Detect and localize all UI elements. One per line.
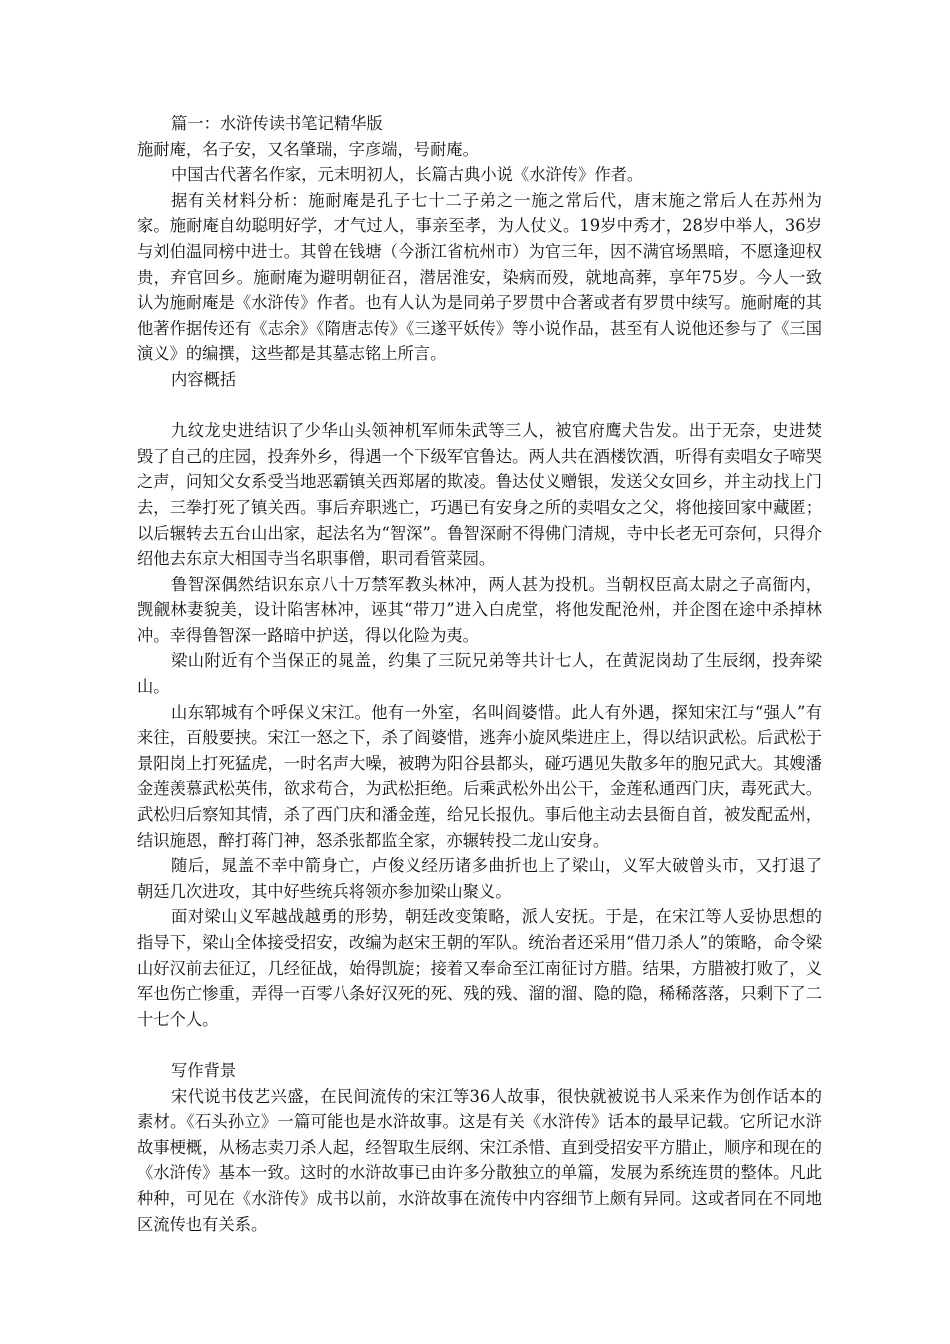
intro-paragraph: 施耐庵，名子安，又名肇瑞，字彦端，号耐庵。 — [137, 139, 479, 159]
summary-paragraph: 随后，晁盖不幸中箭身亡，卢俊义经历诸多曲折也上了梁山，义军大破曾头市，又打退了朝廷几次进攻，其中好些统兵将领亦参加梁山聚义。 — [137, 856, 822, 901]
summary-paragraph: 鲁智深偶然结识东京八十万禁军教头林冲，两人甚为投机。当朝权臣高太尉之子高衙内，觊觎林妻貌美，设计陷害林冲，诬其“带刀”进入白虎堂，将他发配沧州，并企图在途中杀掉林冲。幸得鲁智深一路暗中护送，得以化险为夷。 — [137, 574, 822, 645]
background-paragraph: 宋代说书伎艺兴盛，在民间流传的宋江等36人故事，很快就被说书人采来作为创作话本的素材。《石头孙立》一篇可能也是水浒故事。这是有关《水浒传》话本的最早记载。它所记水浒故事梗概，从杨志卖刀杀人起，经智取生辰纲、宋江杀惜、直到受招安平方腊止，顺序和现在的《水浒传》基本一致。这时的水浒故事已由许多分散独立的单篇，发展为系统连贯的整体。凡此种种，可见在《水浒传》成书以前，水浒故事在流传中内容细节上颇有异同。这或者同在不同地区流传也有关系。 — [137, 1086, 822, 1234]
summary-paragraph: 山东郓城有个呼保义宋江。他有一外室，名叫阎婆惜。此人有外遇，探知宋江与“强人”有来往，百般要挟。宋江一怒之下，杀了阎婆惜，逃奔小旋风柴进庄上，得以结识武松。后武松于景阳岗上打死猛虎，一时名声大噪，被聘为阳谷县都头，碰巧遇见失散多年的胞兄武大。其嫂潘金莲羡慕武松英伟，欲求苟合，为武松拒绝。后乘武松外出公干，金莲私通西门庆，毒死武大。武松归后察知其情，杀了西门庆和潘金莲，给兄长报仇。事后他主动去县衙自首，被发配孟州，结识施恩，醉打蒋门神，怒杀张都监全家，亦辗转投二龙山安身。 — [137, 702, 822, 850]
blank-line — [137, 1032, 822, 1058]
section-heading-background: 写作背景 — [171, 1060, 237, 1080]
blank-line — [137, 393, 822, 419]
summary-paragraph: 九纹龙史进结识了少华山头领神机军师朱武等三人，被官府鹰犬告发。出于无奈，史进焚毁了自己的庄园，投奔外乡，得遇一个下级军官鲁达。两人共在酒楼饮酒，听得有卖唱女子啼哭之声，问知父女系受当地恶霸镇关西郑屠的欺凌。鲁达仗义赠银，发送父女回乡，并主动找上门去，三拳打死了镇关西。事后弃职逃亡，巧遇已有安身之所的卖唱女之父，将他接回家中藏匿；以后辗转去五台山出家，起法名为“智深”。鲁智深耐不得佛门清规，寺中长老无可奈何，只得介绍他去东京大相国寺当名职事僧，职司看管菜园。 — [137, 421, 822, 569]
document-title: 篇一：水浒传读书笔记精华版 — [171, 114, 383, 133]
document-page — [137, 111, 822, 1237]
intro-paragraph: 中国古代著名作家，元末明初人，长篇古典小说《水浒传》作者。 — [171, 165, 644, 185]
summary-paragraph: 面对梁山义军越战越勇的形势，朝廷改变策略，派人安抚。于是，在宋江等人妥协思想的指导下，梁山全体接受招安，改编为赵宋王朝的军队。统治者还采用“借刀杀人”的策略，命令梁山好汉前去征辽，几经征战，始得凯旋；接着又奉命至江南征讨方腊。结果，方腊被打败了，义军也伤亡惨重，弄得一百零八条好汉死的死、残的残、溜的溜、隐的隐，稀稀落落，只剩下了二十七个人。 — [137, 907, 822, 1029]
summary-paragraph: 梁山附近有个当保正的晁盖，约集了三阮兄弟等共计七人，在黄泥岗劫了生辰纲，投奔梁山。 — [137, 651, 822, 697]
intro-paragraph: 据有关材料分析：施耐庵是孔子七十二子弟之一施之常后代，唐末施之常后人在苏州为家。施耐庵自幼聪明好学，才气过人，事亲至孝，为人仗义。19岁中秀才，28岁中举人，36岁与刘伯温同榜中进士。其曾在钱塘（今浙江省杭州市）为官三年，因不满官场黑暗，不愿逢迎权贵，弃官回乡。施耐庵为避明朝征召，潜居淮安，染病而殁，就地高葬，享年75岁。今人一致认为施耐庵是《水浒传》作者。也有人认为是同弟子罗贯中合著或者有罗贯中续写。施耐庵的其他著作据传还有《志余》《隋唐志传》《三遂平妖传》等小说作品，甚至有人说他还参与了《三国演义》的编撰，这些都是其墓志铭上所言。 — [137, 190, 822, 364]
section-heading-summary: 内容概括 — [171, 369, 237, 389]
